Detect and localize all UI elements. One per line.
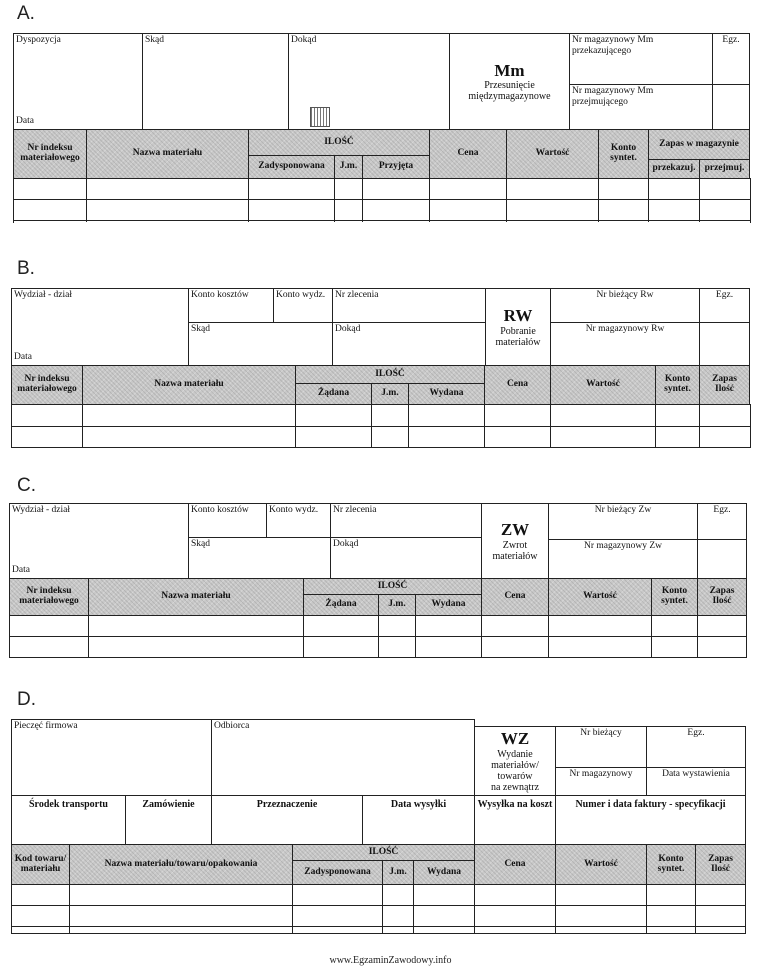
numer-faktury-field[interactable]: [555, 795, 746, 845]
col-konto-syntet: Konto syntet.: [655, 365, 700, 405]
nr-magazynowy-field[interactable]: [550, 322, 700, 366]
data-label: Data: [14, 352, 32, 363]
dyspozycja-label: Dyspozycja: [16, 35, 61, 45]
col-jm: J.m.: [378, 594, 416, 616]
nr-mm-przejmujacego-label: Nr magazynowy Mm przejmującego: [572, 86, 654, 107]
col-cena: Cena: [481, 578, 549, 616]
skad-field[interactable]: [188, 537, 331, 579]
zamowienie-label: Zamówienie: [142, 799, 195, 810]
document-code-box: [449, 33, 570, 130]
document-code: ZW: [500, 520, 530, 540]
egz-value-field[interactable]: [712, 84, 750, 130]
document-code: WZ: [500, 729, 530, 749]
odbiorca-label: Odbiorca: [214, 721, 250, 731]
nr-magazynowy-field[interactable]: [548, 539, 698, 579]
section-letter-b: B.: [17, 258, 35, 279]
dyspozycja-field[interactable]: [13, 33, 143, 130]
section-letter-a: A.: [17, 3, 35, 24]
document-code-box: [485, 288, 551, 366]
srodek-transportu-field[interactable]: [11, 795, 126, 845]
odbiorca-field[interactable]: [211, 719, 475, 796]
document-code-desc-1: Zwrot: [502, 539, 528, 551]
egz-field[interactable]: [712, 33, 750, 85]
egz-field[interactable]: [699, 288, 750, 323]
document-code-desc-4: na zewnątrz: [490, 781, 540, 793]
col-ilosc: ILOŚĆ: [295, 365, 485, 384]
konto-kosztow-field[interactable]: [188, 503, 267, 538]
nr-zlecenia-label: Nr zlecenia: [335, 290, 379, 300]
egz-label: Egz.: [722, 35, 740, 45]
col-nr-indeksu: Nr indeksu materiałowego: [13, 129, 87, 179]
col-nr-indeksu: Nr indeksu materiałowego: [9, 578, 89, 616]
data-wysylki-label: Data wysyłki: [390, 799, 447, 810]
nr-mm-przejmujacego-field[interactable]: [569, 84, 713, 130]
dokad-field[interactable]: [332, 322, 486, 366]
przeznaczenie-field[interactable]: [211, 795, 363, 845]
col-ilosc: ILOŚĆ: [248, 129, 430, 156]
document-code-desc-1: Przesunięcie: [484, 80, 535, 92]
document-code-desc-2: materiałów/: [491, 759, 539, 771]
col-nazwa-towaru: Nazwa materiału/towaru/opakowania: [69, 844, 293, 885]
col-cena: Cena: [484, 365, 551, 405]
skad-label: Skąd: [145, 35, 164, 45]
nr-zlecenia-field[interactable]: [332, 288, 486, 323]
col-zapas-ilosc: Zapas Ilość: [695, 844, 746, 885]
document-code: RW: [503, 306, 533, 326]
nr-biezacy-label: Nr bieżący: [580, 728, 622, 738]
przeznaczenie-label: Przeznaczenie: [256, 799, 318, 810]
egz-field[interactable]: [646, 726, 746, 768]
dokad-field[interactable]: [330, 537, 482, 579]
col-wartosc: Wartość: [555, 844, 647, 885]
document-code-box: [481, 503, 549, 579]
document-code-desc-1: Pobranie: [500, 325, 536, 337]
col-zadysponowana: Zadysponowana: [248, 155, 335, 179]
skad-label: Skąd: [191, 539, 210, 549]
egz-label: Egz.: [713, 505, 731, 515]
dokad-label: Dokąd: [291, 35, 317, 45]
data-wystawienia-field[interactable]: [646, 767, 746, 796]
col-wydana: Wydana: [408, 383, 485, 405]
nr-mm-przekazujacego-label: Nr magazynowy Mm przekazującego: [572, 35, 654, 56]
pieczec-firmowa-field[interactable]: [11, 719, 212, 796]
col-wydana: Wydana: [413, 860, 475, 885]
konto-kosztow-field[interactable]: [188, 288, 274, 323]
document-code-desc-2: materiałów: [495, 336, 541, 348]
document-code-box: [474, 726, 556, 796]
col-wartosc: Wartość: [506, 129, 599, 179]
table-row[interactable]: [11, 404, 751, 427]
table-row[interactable]: [11, 926, 746, 934]
document-code-desc-2: materiałów: [492, 550, 538, 562]
konto-wydz-label: Konto wydz.: [269, 505, 319, 515]
wysylka-na-koszt-label: Wysyłka na koszt: [477, 799, 553, 810]
zamowienie-field[interactable]: [125, 795, 212, 845]
skad-label: Skąd: [191, 324, 210, 334]
egz-label: Egz.: [687, 728, 705, 738]
col-konto-syntet: Konto syntet.: [646, 844, 696, 885]
nr-magazynowy-label: Nr magazynowy Rw: [585, 324, 665, 334]
col-wartosc: Wartość: [550, 365, 656, 405]
col-zapas-w-magazynie: Zapas w magazynie: [648, 129, 750, 160]
col-jm: J.m.: [371, 383, 409, 405]
section-letter-c: C.: [17, 475, 36, 496]
egz-value-field[interactable]: [699, 322, 750, 366]
wysylka-na-koszt-field[interactable]: [474, 795, 556, 845]
konto-kosztow-label: Konto kosztów: [191, 290, 249, 300]
col-zapas-ilosc: Zapas Ilość: [697, 578, 747, 616]
col-nazwa-materialu: Nazwa materiału: [82, 365, 296, 405]
document-code-desc-1: Wydanie: [497, 748, 533, 760]
table-row[interactable]: [11, 905, 746, 927]
table-row[interactable]: [13, 199, 751, 221]
nr-biezacy-field[interactable]: [555, 726, 647, 768]
dokad-label: Dokąd: [335, 324, 361, 334]
document-code-desc-3: towarów: [497, 770, 533, 782]
numer-faktury-label: Numer i data faktury - specyfikacji: [575, 799, 726, 810]
nr-biezacy-field[interactable]: [550, 288, 700, 323]
nr-magazynowy-field[interactable]: [555, 767, 647, 796]
col-kod-towaru: Kod towaru/ materiału: [11, 844, 70, 885]
konto-kosztow-label: Konto kosztów: [191, 505, 249, 515]
data-label: Data: [16, 116, 34, 127]
nr-biezacy-label: Nr bieżący Zw: [594, 505, 652, 515]
col-jm: J.m.: [334, 155, 363, 179]
dokad-label: Dokąd: [333, 539, 359, 549]
nr-biezacy-label: Nr bieżący Rw: [596, 290, 654, 300]
col-zapas-ilosc: Zapas Ilość: [699, 365, 750, 405]
konto-wydz-field[interactable]: [266, 503, 331, 538]
col-jm: J.m.: [382, 860, 414, 885]
col-przyjeta: Przyjęta: [362, 155, 430, 179]
col-ilosc: ILOŚĆ: [292, 844, 475, 861]
data-wystawienia-label: Data wystawienia: [662, 769, 730, 779]
col-zadana: Żądana: [295, 383, 372, 405]
col-zadana: Żądana: [303, 594, 379, 616]
nr-biezacy-field[interactable]: [548, 503, 698, 540]
col-przekazuj: przekazuj.: [648, 159, 700, 179]
document-code-desc-2: międzymagazynowe: [468, 91, 551, 103]
col-wartosc: Wartość: [548, 578, 652, 616]
col-nazwa-materialu: Nazwa materiału: [86, 129, 249, 179]
nr-magazynowy-label: Nr magazynowy: [569, 769, 633, 779]
egz-label: Egz.: [715, 290, 734, 300]
nr-zlecenia-label: Nr zlecenia: [333, 505, 377, 515]
col-ilosc: ILOŚĆ: [303, 578, 482, 595]
col-konto-syntet: Konto syntet.: [598, 129, 649, 179]
skad-field[interactable]: [142, 33, 289, 130]
col-nazwa-materialu: Nazwa materiału: [88, 578, 304, 616]
section-letter-d: D.: [17, 689, 36, 710]
konto-wydz-field[interactable]: [273, 288, 333, 323]
wydzial-label: Wydział - dział: [12, 505, 70, 515]
qr-stamp-icon: [310, 107, 330, 127]
nr-magazynowy-label: Nr magazynowy Zw: [583, 541, 663, 551]
table-row[interactable]: [11, 884, 746, 906]
col-konto-syntet: Konto syntet.: [651, 578, 698, 616]
srodek-transportu-label: Środek transportu: [29, 799, 108, 810]
col-wydana: Wydana: [415, 594, 482, 616]
document-code: Mm: [494, 60, 525, 80]
pieczec-firmowa-label: Pieczęć firmowa: [14, 721, 78, 731]
egz-field[interactable]: [697, 503, 747, 540]
data-label: Data: [12, 565, 30, 576]
egz-value-field[interactable]: [697, 539, 747, 579]
col-zadysponowana: Zadysponowana: [292, 860, 383, 885]
col-cena: Cena: [429, 129, 507, 179]
col-przejmuj: przejmuj.: [699, 159, 750, 179]
table-row[interactable]: [13, 178, 751, 200]
nr-mm-przekazujacego-field[interactable]: [569, 33, 713, 85]
nr-zlecenia-field[interactable]: [330, 503, 482, 538]
skad-field[interactable]: [188, 322, 333, 366]
footer-url: www.EgzaminZawodowy.info: [329, 955, 452, 966]
table-row[interactable]: [13, 220, 751, 223]
wydzial-field[interactable]: [11, 288, 189, 366]
konto-wydz-label: Konto wydz.: [276, 290, 326, 300]
col-cena: Cena: [474, 844, 556, 885]
table-row[interactable]: [11, 426, 751, 448]
wydzial-field[interactable]: [9, 503, 189, 579]
wydzial-label: Wydział - dział: [14, 290, 72, 300]
col-nr-indeksu: Nr indeksu materiałowego: [11, 365, 83, 405]
data-wysylki-field[interactable]: [362, 795, 475, 845]
